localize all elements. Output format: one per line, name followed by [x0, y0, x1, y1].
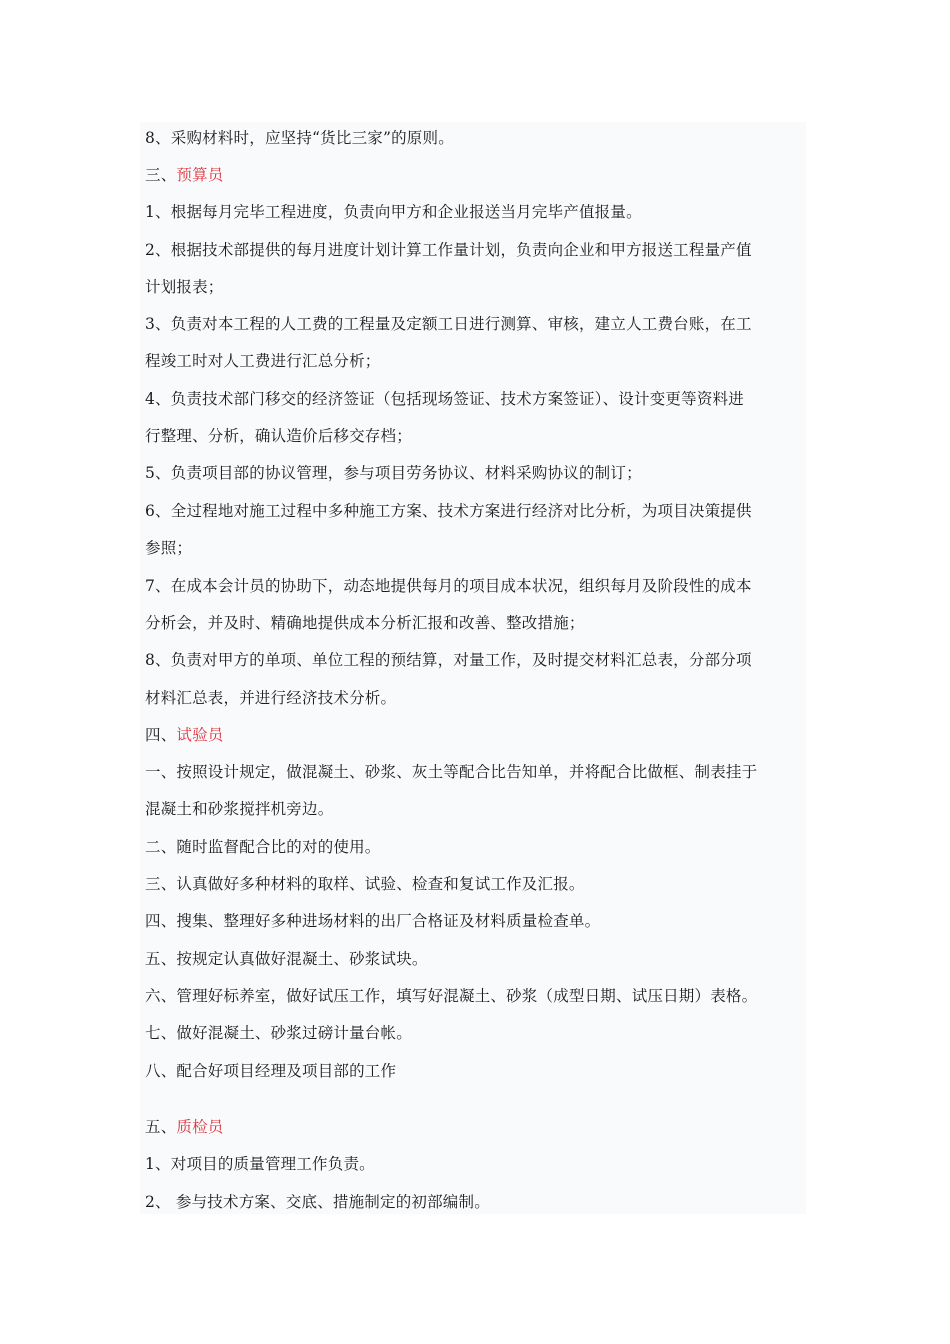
paragraph: 八、配合好项目经理及项目部的工作	[145, 1062, 397, 1080]
paragraph: 分析会，并及时、精确地提供成本分析汇报和改善、整改措施；	[145, 614, 585, 632]
paragraph: 4、负责技术部门移交的经济签证（包括现场签证、技术方案签证）、设计变更等资料进	[145, 390, 744, 408]
paragraph: 混凝土和砂浆搅拌机旁边。	[145, 800, 334, 818]
paragraph: 2、 参与技术方案、交底、措施制定的初部编制。	[145, 1193, 490, 1211]
paragraph: 7、在成本会计员的协助下，动态地提供每月的项目成本状况，组织每月及阶段性的成本	[145, 577, 752, 595]
paragraph: 二、随时监督配合比的对的使用。	[145, 838, 381, 856]
heading-title: 预算员	[176, 166, 224, 184]
paragraph: 2、根据技术部提供的每月进度计划计算工作量计划，负责向企业和甲方报送工程量产值	[145, 241, 752, 259]
paragraph: 三、认真做好多种材料的取样、试验、检查和复试工作及汇报。	[145, 875, 585, 893]
heading-number: 五、	[145, 1118, 177, 1136]
paragraph: 五、按规定认真做好混凝土、砂浆试块。	[145, 950, 428, 968]
heading-number: 四、	[145, 726, 177, 744]
paragraph: 3、负责对本工程的人工费的工程量及定额工日进行测算、审核，建立人工费台账，在工	[145, 315, 752, 333]
paragraph: 七、做好混凝土、砂浆过磅计量台帐。	[145, 1024, 412, 1042]
paragraph: 一、按照设计规定，做混凝土、砂浆、灰土等配合比告知单，并将配合比做框、制表挂于	[145, 763, 758, 781]
section-heading	[145, 1117, 224, 1137]
paragraph: 5、负责项目部的协议管理，参与项目劳务协议、材料采购协议的制订；	[145, 464, 642, 482]
heading-number: 三、	[145, 166, 177, 184]
paragraph: 四、搜集、整理好多种进场材料的出厂合格证及材料质量检查单。	[145, 912, 601, 930]
heading-title: 质检员	[176, 1118, 224, 1136]
document-body	[140, 122, 806, 1214]
paragraph: 6、全过程地对施工过程中多种施工方案、技术方案进行经济对比分析，为项目决策提供	[145, 502, 752, 520]
paragraph: 计划报表；	[145, 278, 224, 296]
paragraph: 1、对项目的质量管理工作负责。	[145, 1155, 375, 1173]
paragraph: 1、根据每月完毕工程进度，负责向甲方和企业报送当月完毕产值报量。	[145, 203, 642, 221]
section-heading	[145, 165, 224, 185]
paragraph: 材料汇总表，并进行经济技术分析。	[145, 689, 397, 707]
heading-title: 试验员	[176, 726, 224, 744]
paragraph: 8、采购材料时，应坚持“货比三家”的原则。	[145, 129, 454, 147]
section-heading	[145, 725, 224, 745]
paragraph: 六、管理好标养室，做好试压工作，填写好混凝土、砂浆（成型日期、试压日期）表格。	[145, 987, 758, 1005]
paragraph: 参照；	[145, 539, 193, 557]
paragraph: 行整理、分析，确认造价后移交存档；	[145, 427, 412, 445]
paragraph: 程竣工时对人工费进行汇总分析；	[145, 352, 381, 370]
paragraph: 8、负责对甲方的单项、单位工程的预结算，对量工作，及时提交材料汇总表，分部分项	[145, 651, 752, 669]
